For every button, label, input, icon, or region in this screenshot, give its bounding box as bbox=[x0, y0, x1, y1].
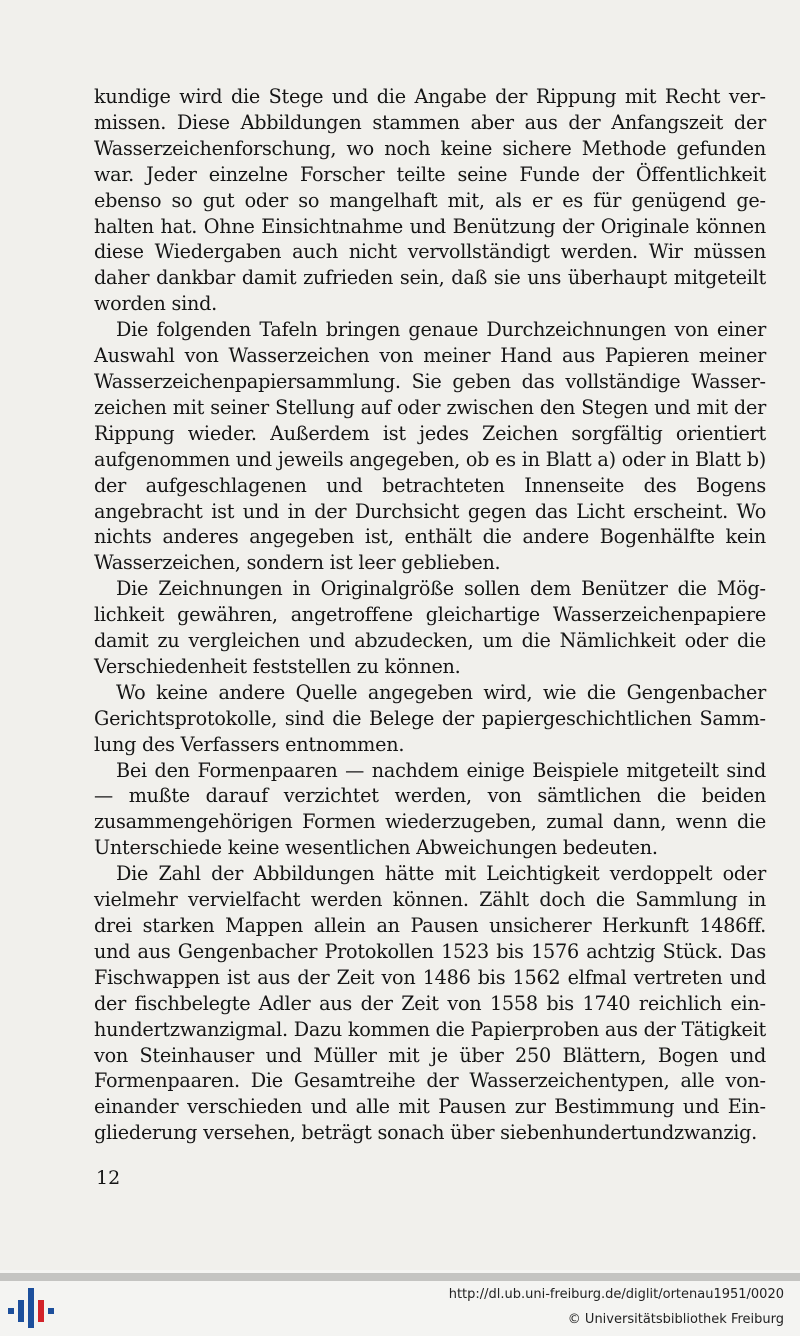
paragraph-5: Bei den Formenpaaren — nachdem einige Beispiele mitgeteilt sind — mußte darauf verzichtet werden, von sämtlichen die beiden zusammengehörigen Formen wiederzugeben, zumal dann, wenn die Unterschiede keine wesentlichen Abweichungen bedeuten. bbox=[94, 758, 766, 860]
body-text bbox=[94, 84, 766, 1146]
footer-divider bbox=[0, 1273, 800, 1281]
paragraph-3: Die Zeichnungen in Originalgröße sollen dem Benützer die Möglichkeit gewähren, angetroffene gleichartige Wasserzeichenpapiere damit zu vergleichen und abzudecken, um die Nämlichkeit oder die Verschiedenheit feststellen zu können. bbox=[94, 577, 766, 678]
copyright-notice: © Universitätsbibliothek Freiburg bbox=[567, 1312, 784, 1327]
page-number: 12 bbox=[96, 1167, 121, 1189]
ub-freiburg-logo-icon bbox=[8, 1286, 54, 1330]
paragraph-4: Wo keine andere Quelle angegeben wird, wie die Gengenbacher Gerichtsprotokolle, sind die Belege der papiergeschichtlichen Sammlung des Verfassers entnommen. bbox=[94, 680, 766, 756]
source-url-link[interactable]: http://dl.ub.uni-freiburg.de/diglit/ortenau1951/0020 bbox=[448, 1287, 784, 1302]
paragraph-2: Die folgenden Tafeln bringen genaue Durchzeichnungen von einer Auswahl von Wasserzeichen von meiner Hand aus Papieren meiner Wasserzeichenpapiersammlung. Sie geben das vollständige Wasserzeichen mit seiner Stellung auf oder zwischen den Stegen und mit der Rippung wieder. Außerdem ist jedes Zeichen sorgfältig orientiert aufgenommen und jeweils angegeben, ob es in Blatt a) oder in Blatt b) der aufgeschlagenen und betrachteten Innenseite des Bogens angebracht ist und in der Durchsicht gegen das Licht erscheint. Wo nichts anderes angegeben ist, enthält die andere Bogenhälfte kein Wasserzeichen, sondern ist leer geblieben. bbox=[94, 318, 766, 575]
paragraph-1: kundige wird die Stege und die Angabe der Rippung mit Recht vermissen. Diese Abbildungen stammen aber aus der Anfangszeit der Wasserzeichenforschung, wo noch keine sichere Methode gefunden war. Jeder einzelne Forscher teilte seine Funde der Öffentlichkeit ebenso so gut oder so mangelhaft mit, als er es für genügend gehalten hat. Ohne Einsichtnahme und Benützung der Originale können diese Wiedergaben auch nicht vervollständigt werden. Wir müssen daher dankbar damit zufrieden sein, daß sie uns überhaupt mitgeteilt worden sind. bbox=[94, 85, 766, 316]
paragraph-6: Die Zahl der Abbildungen hätte mit Leichtigkeit verdoppelt oder vielmehr vervielfacht werden können. Zählt doch die Sammlung in drei starken Mappen allein an Pausen unsicherer Herkunft 1486ff. und aus Gengenbacher Protokollen 1523 bis 1576 achtzig Stück. Das Fischwappen ist aus der Zeit von 1486 bis 1562 elfmal vertreten und der fischbelegte Adler aus der Zeit von 1558 bis 1740 reichlich einhundertzwanzigmal. Dazu kommen die Papierproben aus der Tätigkeit von Steinhauser und Müller mit je über 250 Blättern, Bogen und Formenpaaren. Die Gesamtreihe der Wasserzeichentypen, alle voneinander verschieden und alle mit Pausen zur Bestimmung und Eingliederung versehen, beträgt sonach über siebenhundertundzwanzig. bbox=[94, 862, 766, 1145]
